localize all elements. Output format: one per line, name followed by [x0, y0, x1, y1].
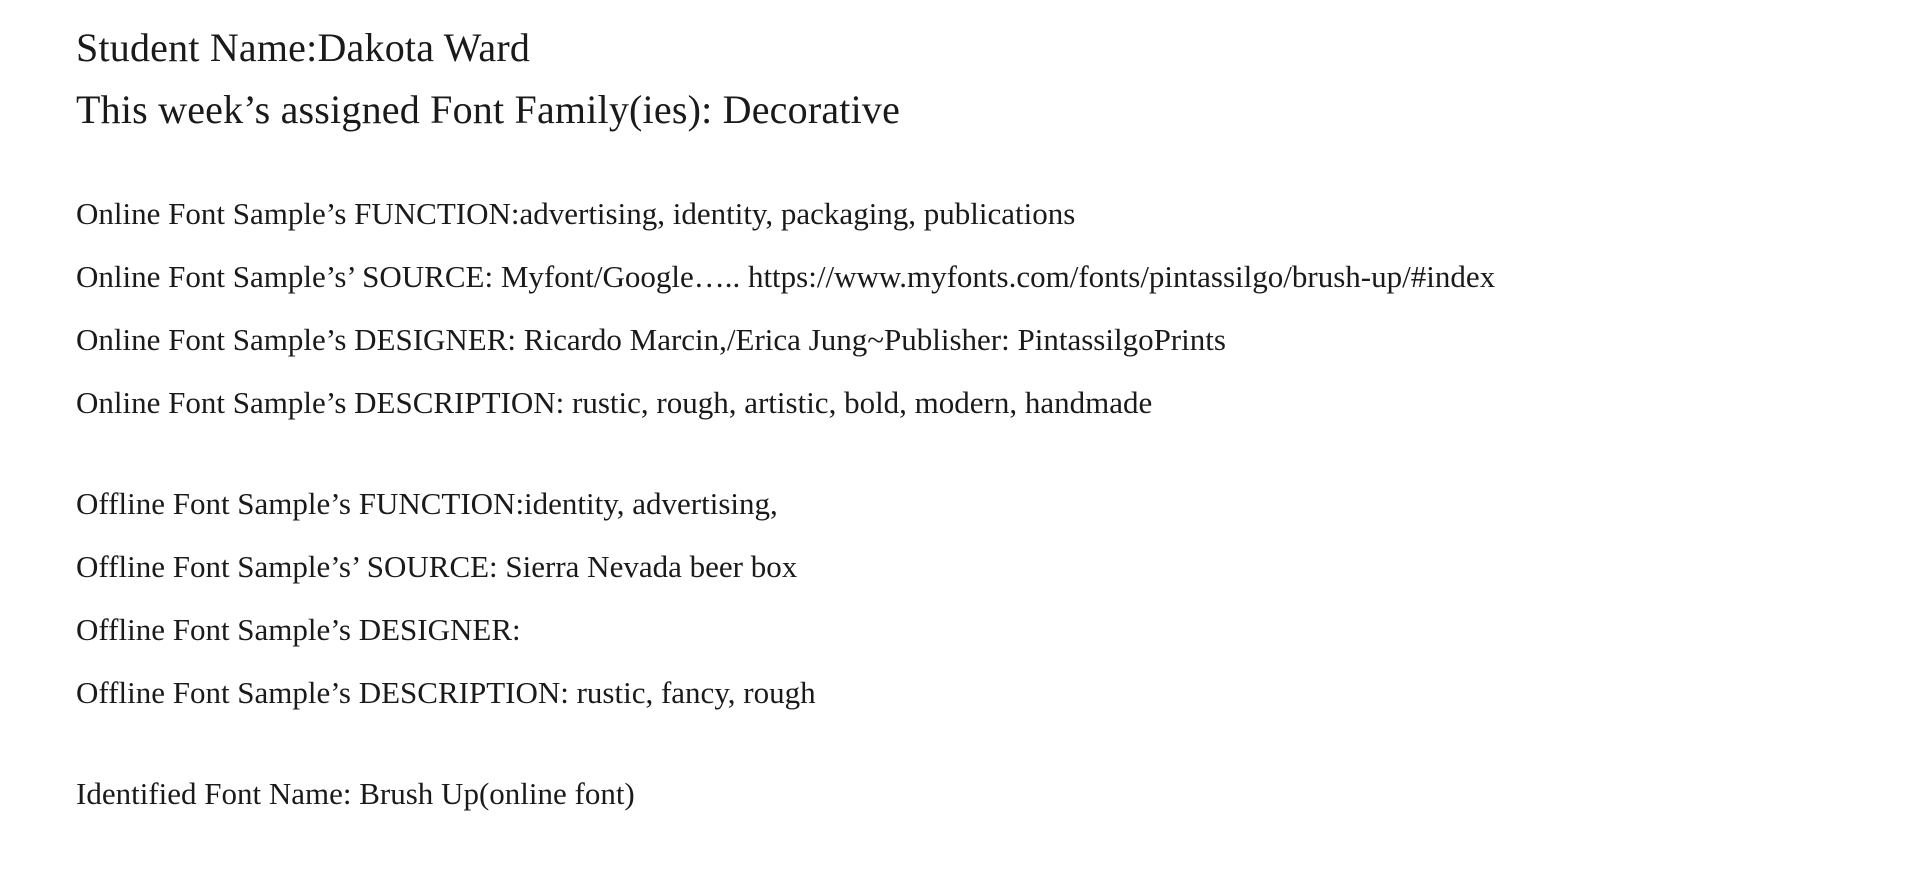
- student-name: Student Name:Dakota Ward: [76, 25, 531, 70]
- online-source: Online Font Sample’s’ SOURCE: Myfont/Google….. https://www.myfonts.com/fonts/pintassilgo/brush-up/#index: [76, 259, 1496, 294]
- online-description: Online Font Sample’s DESCRIPTION: rustic, rough, artistic, bold, modern, handmade: [76, 385, 1153, 420]
- online-function: Online Font Sample’s FUNCTION:advertising, identity, packaging, publications: [76, 196, 1076, 231]
- online-designer: Online Font Sample’s DESIGNER: Ricardo Marcin,/Erica Jung~Publisher: PintassilgoPrints: [76, 322, 1226, 357]
- offline-designer: Offline Font Sample’s DESIGNER:: [76, 612, 521, 647]
- offline-function: Offline Font Sample’s FUNCTION:identity, advertising,: [76, 486, 778, 521]
- identified-font-name: Identified Font Name: Brush Up(online font): [76, 776, 635, 811]
- offline-description: Offline Font Sample’s DESCRIPTION: rustic, fancy, rough: [76, 675, 816, 710]
- offline-source: Offline Font Sample’s’ SOURCE: Sierra Nevada beer box: [76, 549, 798, 584]
- assigned-font-family: This week’s assigned Font Family(ies): Decorative: [76, 87, 901, 132]
